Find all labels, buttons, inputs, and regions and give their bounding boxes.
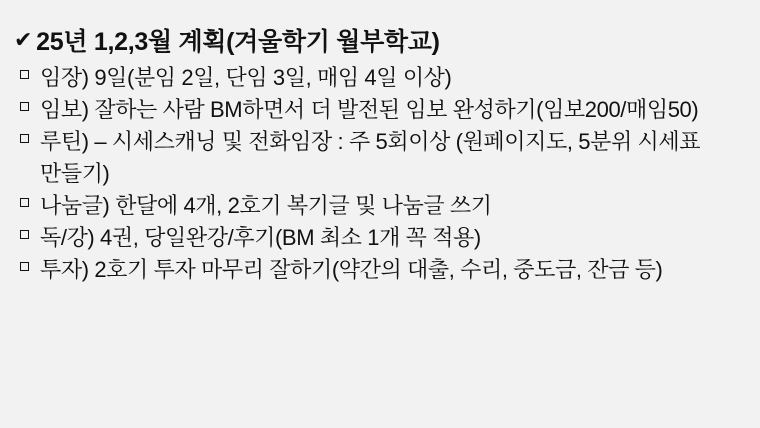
square-bullet-icon bbox=[20, 134, 29, 143]
list-item bbox=[14, 94, 746, 125]
list-item-text: 투자) 2호기 투자 마무리 잘하기(약간의 대출, 수리, 중도금, 잔금 등) bbox=[40, 257, 663, 283]
note-title bbox=[14, 26, 746, 58]
list-item-text: 나눔글) 한달에 4개, 2호기 복기글 및 나눔글 쓰기 bbox=[40, 192, 492, 218]
check-icon: ✔ bbox=[14, 27, 33, 52]
square-bullet-icon bbox=[20, 230, 29, 239]
square-bullet-icon bbox=[20, 102, 29, 111]
list-item-text: 임보) 잘하는 사람 BM하면서 더 발전된 임보 완성하기(임보200/매임50) bbox=[40, 97, 699, 123]
list-item bbox=[14, 62, 746, 93]
list-item-text: 독/강) 4권, 당일완강/후기(BM 최소 1개 꼭 적용) bbox=[40, 225, 481, 251]
list-item bbox=[14, 222, 746, 253]
list-item bbox=[14, 254, 746, 285]
note-list bbox=[14, 62, 746, 286]
list-item bbox=[14, 190, 746, 221]
list-item-text: 임장) 9일(분임 2일, 단임 3일, 매임 4일 이상) bbox=[40, 65, 452, 90]
note-title-text: 25년 1,2,3월 계획(겨울학기 월부학교) bbox=[36, 28, 440, 56]
square-bullet-icon bbox=[20, 198, 29, 207]
square-bullet-icon bbox=[20, 262, 29, 271]
list-item bbox=[14, 126, 746, 188]
square-bullet-icon bbox=[20, 70, 29, 79]
list-item-text: 루틴) – 시세스캐닝 및 전화임장 : 주 5회이상 (원페이지도, 5분위 시세표 만들기) bbox=[40, 129, 701, 186]
